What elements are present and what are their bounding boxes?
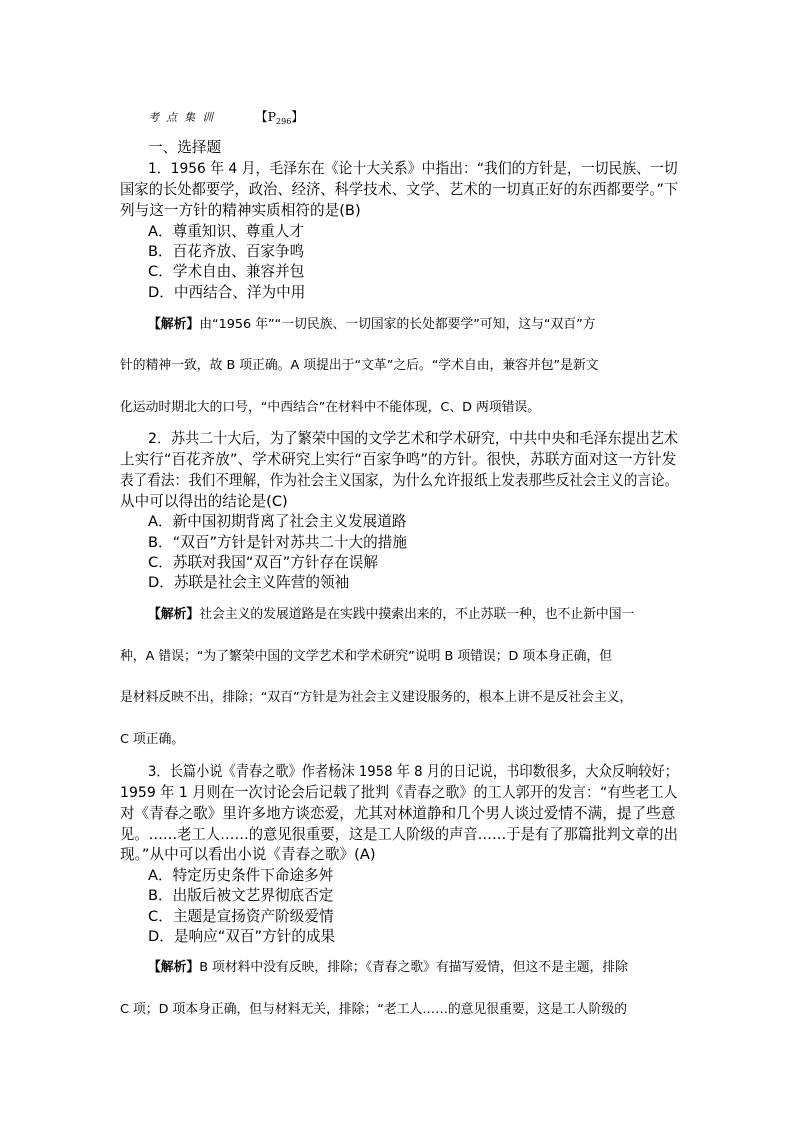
section-title: 考点集训 [148, 111, 220, 124]
question-2-analysis-line-3: 是材料反映不出，排除；“双百”方针是为社会主义建设服务的，根本上讲不是反社会主义， [120, 690, 633, 705]
question-3-option-a: A．特定历史条件下命途多舛 [148, 867, 334, 884]
question-3-analysis-line-1: 【解析】B 项材料中没有反映，排除；《青春之歌》有描写爱情，但这不是主题，排除 [148, 960, 628, 975]
page-header [148, 108, 304, 126]
question-2-option-b: B．“双百”方针是针对苏共二十大的措施 [148, 534, 408, 551]
question-3-option-b: B．出版后被文艺界彻底否定 [148, 887, 334, 904]
question-2-option-a: A．新中国初期背离了社会主义发展道路 [148, 513, 407, 530]
question-1-line-1: 1．1956 年 4 月，毛泽东在《论十大关系》中指出：“我们的方针是，一切民族、一切 [148, 160, 678, 177]
question-1-option-c: C．学术自由、兼容并包 [148, 263, 305, 280]
question-3-line-2: 1959 年 1 月则在一次讨论会后记载了批判《青春之歌》的工人郭开的发言：“有些老工人 [120, 784, 678, 801]
question-2-line-4: 从中可以得出的结论是(C) [120, 493, 288, 510]
question-3-option-c: C．主题是宣扬资产阶级爱情 [148, 908, 334, 925]
question-2-analysis-line-1: 【解析】社会主义的发展道路是在实践中摸索出来的，不止苏联一种，也不止新中国一 [148, 607, 635, 622]
question-1-analysis-line-3: 化运动时期北大的口号，“中西结合”在材料中不能体现，C、D 两项错误。 [120, 400, 541, 415]
question-2-analysis-line-2: 种，A 错误；“为了繁荣中国的文学艺术和学术研究”说明 B 项错误；D 项本身正确，但 [120, 649, 613, 664]
question-2-line-2: 上实行“百花齐放”、学术研究上实行“百家争鸣”的方针。很快，苏联方面对这一方针发 [120, 451, 677, 468]
question-3-line-5: 现。”从中可以看出小说《青春之歌》(A) [120, 846, 376, 863]
section-heading: 一、选择题 [148, 139, 222, 156]
question-2-line-3: 表了看法：我们不理解，作为社会主义国家，为什么允许报纸上发表那些反社会主义的言论。 [120, 472, 679, 489]
question-2-analysis-line-4: C 项正确。 [120, 732, 185, 747]
question-3-option-d: D．是响应“双百”方针的成果 [148, 928, 336, 945]
page-reference: 【$P_{296}$】 [255, 109, 304, 126]
question-3-line-3: 对《青春之歌》里许多地方谈恋爱，尤其对林道静和几个男人谈过爱情不满，提了些意 [120, 805, 676, 822]
question-1-line-2: 国家的长处都要学，政治、经济、科学技术、文学、艺术的一切真正好的东西都要学。”下 [120, 181, 679, 198]
question-1-option-a: A．尊重知识、尊重人才 [148, 223, 305, 240]
analysis-tag: 【解析】 [148, 317, 200, 332]
question-2-line-1: 2．苏共二十大后，为了繁荣中国的文学艺术和学术研究，中共中央和毛泽东提出艺术 [148, 430, 679, 447]
question-3-line-1: 3．长篇小说《青春之歌》作者杨沫 1958 年 8 月的日记说，书印数很多，大众反响较好； [148, 763, 678, 780]
analysis-tag: 【解析】 [148, 960, 200, 975]
question-1-analysis-line-1: 【解析】由“1956 年”“一切民族、一切国家的长处都要学”可知，这与“双百”方 [148, 317, 596, 332]
question-2-option-d: D．苏联是社会主义阵营的领袖 [148, 574, 350, 591]
question-2-option-c: C．苏联对我国“双百”方针存在误解 [148, 554, 378, 571]
question-3-analysis-line-2: C 项；D 项本身正确，但与材料无关，排除；“老工人……的意见很重要，这是工人阶级的 [120, 1002, 628, 1017]
analysis-tag: 【解析】 [148, 607, 200, 622]
question-1-analysis-line-2: 针的精神一致，故 B 项正确。A 项提出于“文革”之后。“学术自由，兼容并包”是新文 [120, 358, 599, 373]
question-1-line-3: 列与这一方针的精神实质相符的是(B) [120, 202, 361, 219]
question-1-option-d: D．中西结合、洋为中用 [148, 284, 306, 301]
question-1-option-b: B．百花齐放、百家争鸣 [148, 243, 305, 260]
question-3-line-4: 见。……老工人……的意见很重要，这是工人阶级的声音……于是有了那篇批判文章的出 [120, 826, 678, 843]
